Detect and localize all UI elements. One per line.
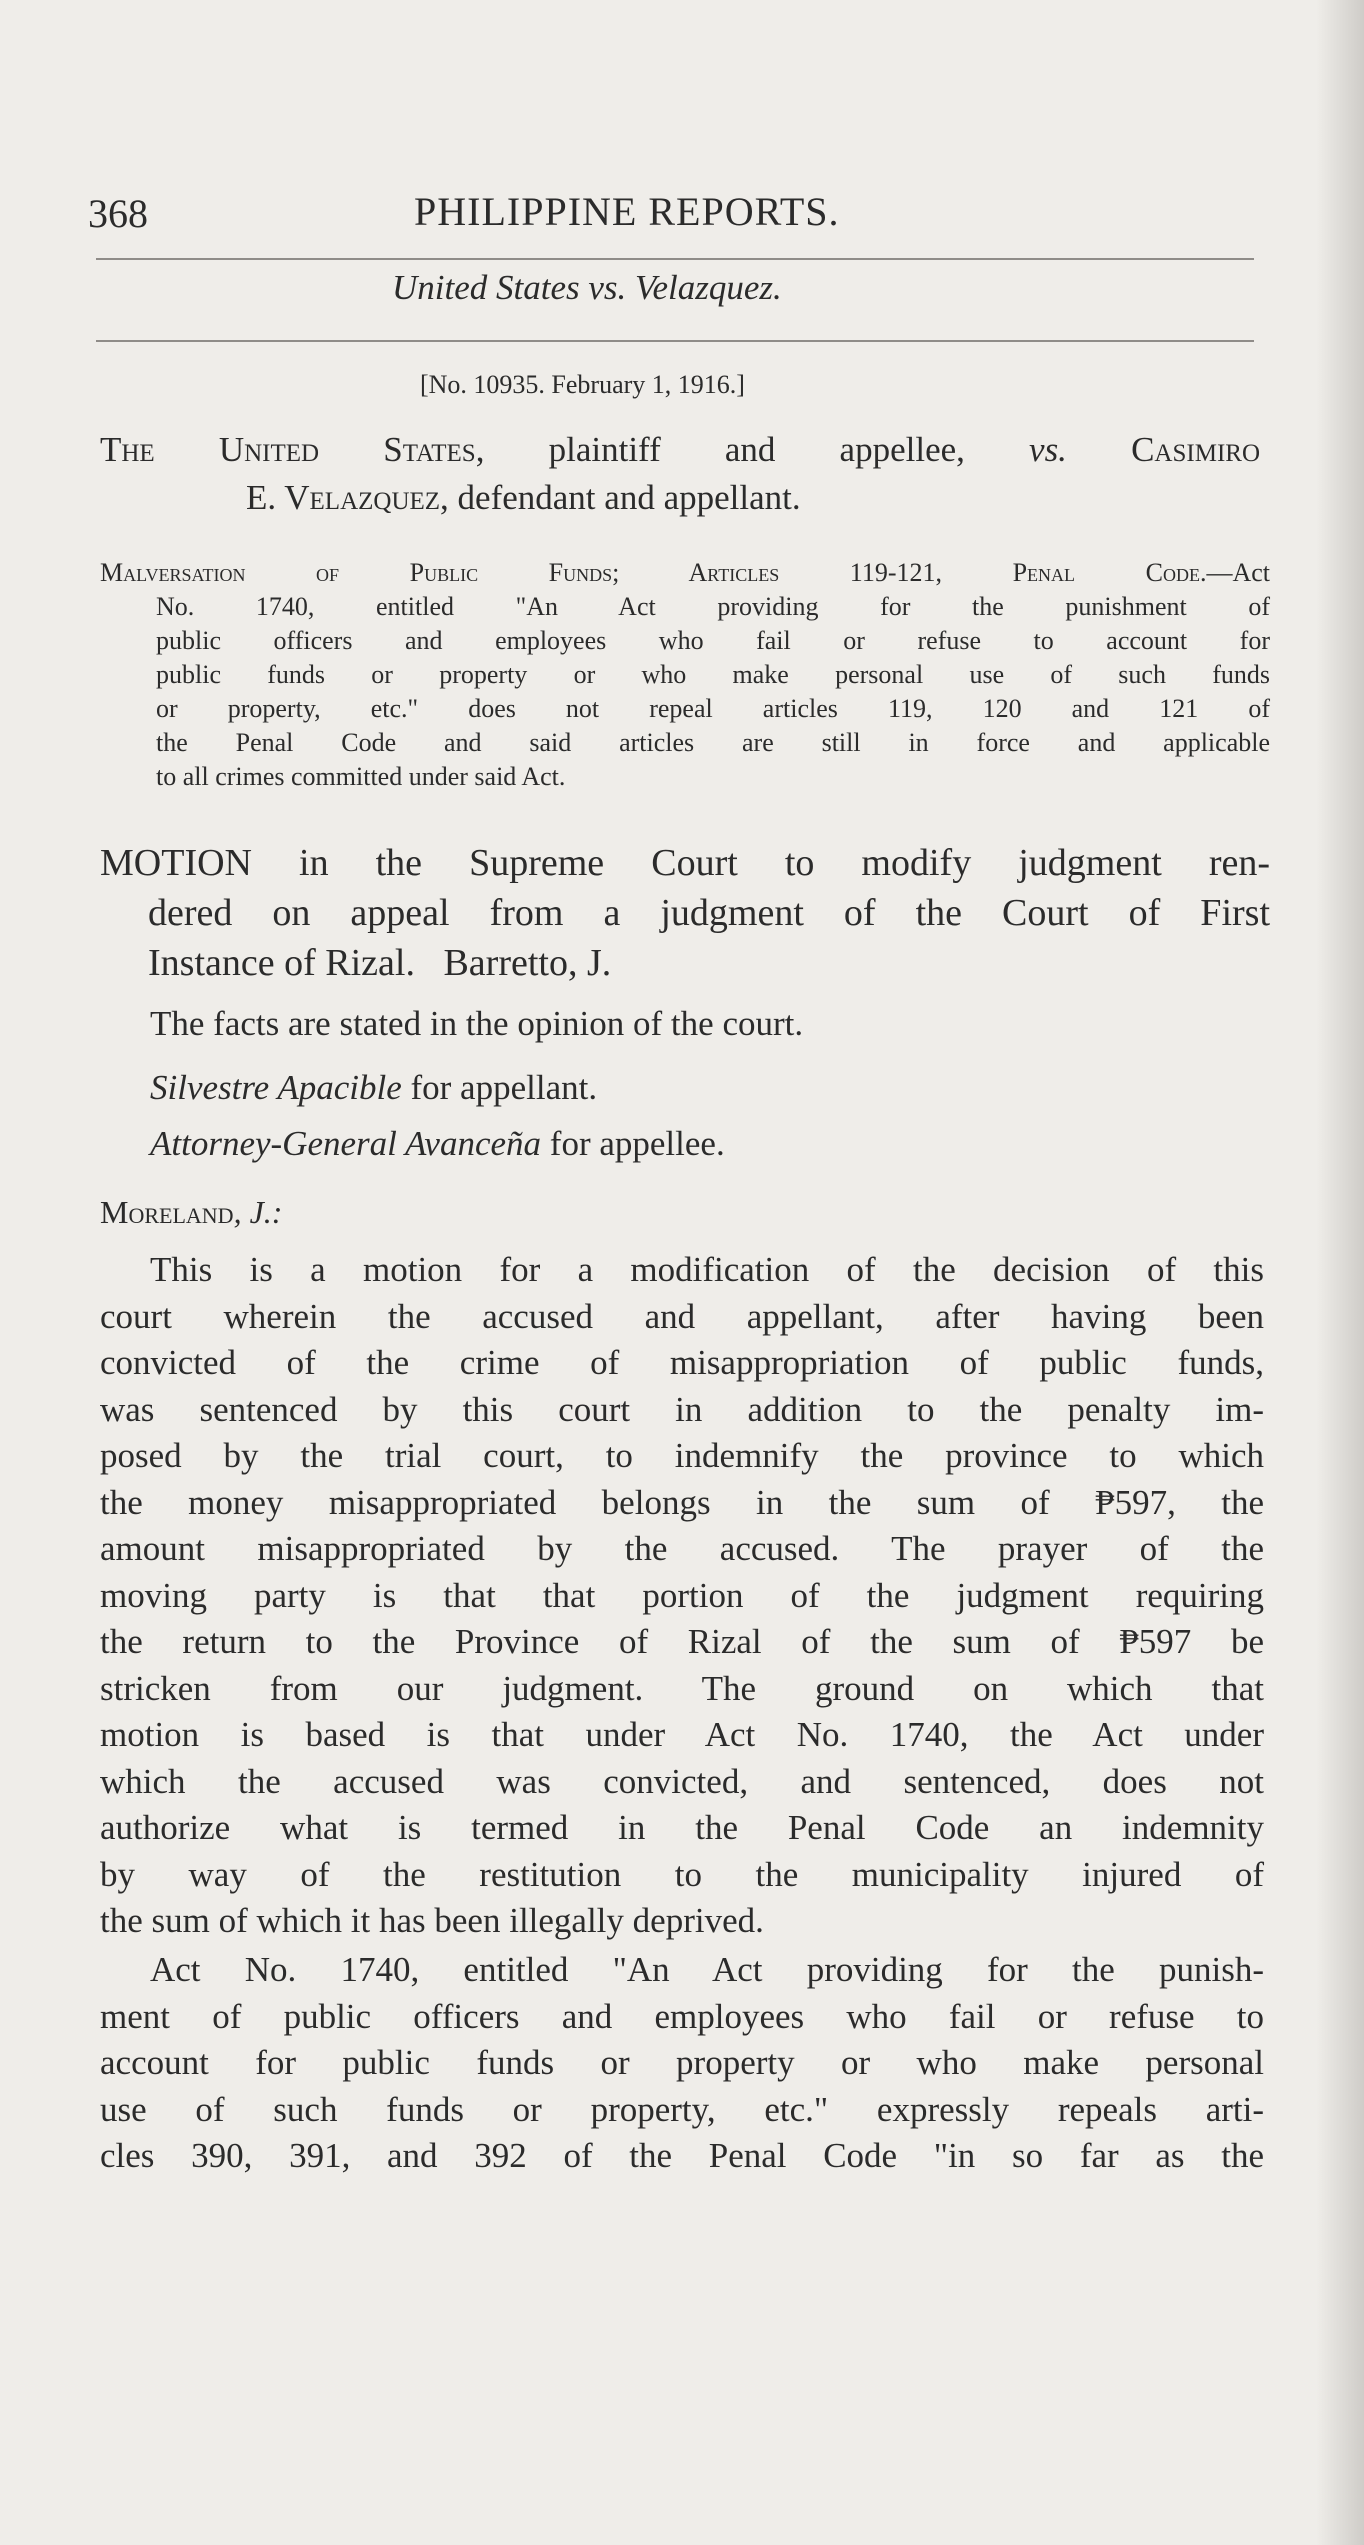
paragraph-line: authorize what is termed in the Penal Code an indemnity [100,1808,1264,1847]
paragraph-line: the money misappropriated belongs in the sum of ₱597, the [100,1482,1264,1522]
syllabus-line: to all crimes committed under said Act. [156,762,566,791]
page-number: 368 [88,191,148,236]
paragraph-line: amount misappropriated by the accused. The prayer of the [100,1529,1264,1568]
syllabus-line: the Penal Code and said articles are still in force and applicable [156,728,1270,757]
motion-line: MOTION in the Supreme Court to modify judgment ren- [100,842,1270,884]
counsel-appellant: Silvestre Apacible for appellant. [150,1068,598,1107]
paragraph-line: stricken from our judgment. The ground on which that [100,1668,1264,1708]
paragraph-line: motion is based is that under Act No. 1740, the Act under [100,1715,1264,1754]
paragraph-line: use of such funds or property, etc." expressly repeals arti- [100,2089,1264,2129]
opinion-paragraph-2 [100,1947,1264,2180]
paragraph-line: was sentenced by this court in addition to the penalty im- [100,1389,1264,1429]
counsel-appellee: Attorney-General Avanceña for appellee. [150,1124,725,1163]
justice-name: Moreland, J.: [100,1194,283,1230]
parties-line-2: E. Velazquez, defendant and appellant. [246,478,801,517]
paragraph-line: ment of public officers and employees who fail or refuse to [100,1996,1264,2036]
header-rule-bottom [96,340,1254,342]
page-edge-shadow [1316,0,1364,2545]
parties-line-1: The United States, plaintiff and appellee, vs. Casimiro [100,430,1260,469]
paragraph-line: cles 390, 391, and 392 of the Penal Code "in so far as the [100,2136,1264,2175]
motion-line: Instance of Rizal. Barretto, J. [148,942,612,984]
paragraph-line: posed by the trial court, to indemnify the province to which [100,1436,1264,1475]
syllabus-line: public officers and employees who fail or refuse to account for [156,626,1270,655]
paragraph-line: Act No. 1740, entitled "An Act providing for the punish- [150,1950,1264,1989]
opinion-paragraph-1 [100,1247,1264,1945]
syllabus-line: public funds or property or who make personal use of such funds [156,660,1270,689]
syllabus-line: or property, etc." does not repeal articles 119, 120 and 121 of [156,694,1270,723]
paragraph-line: the sum of which it has been illegally deprived. [100,1901,764,1940]
header-rule-top [96,258,1254,260]
syllabus-line: No. 1740, entitled "An Act providing for the punishment of [156,592,1270,621]
paragraph-line: by way of the restitution to the municipality injured of [100,1854,1264,1894]
paragraph-line: court wherein the accused and appellant, after having been [100,1296,1264,1336]
case-parties [100,426,1260,522]
docket-line: [No. 10935. February 1, 1916.] [420,370,745,399]
paragraph-line: which the accused was convicted, and sentenced, does not [100,1761,1264,1801]
paragraph-line: This is a motion for a modification of the decision of this [150,1250,1264,1289]
syllabus-line: Malversation of Public Funds; Articles 119-121, Penal Code.—Act [100,558,1270,587]
motion-statement [100,838,1270,988]
motion-line: dered on appeal from a judgment of the Court of First [148,892,1270,934]
running-title: PHILIPPINE REPORTS. [414,189,840,234]
case-short-title: United States vs. Velazquez. [392,268,782,307]
facts-statement: The facts are stated in the opinion of the court. [150,1004,804,1043]
appellant-counsel-name: Silvestre Apacible [150,1068,402,1107]
appellee-counsel-name: Attorney-General Avanceña [150,1124,542,1163]
syllabus-heading: Malversation of Public Funds; Articles 119-121, Penal Code. [100,558,1207,587]
paragraph-line: moving party is that that portion of the judgment requiring [100,1575,1264,1615]
syllabus [100,556,1270,794]
paragraph-line: account for public funds or property or who make personal [100,2043,1264,2082]
paragraph-line: the return to the Province of Rizal of the sum of ₱597 be [100,1622,1264,1661]
paragraph-line: convicted of the crime of misappropriation of public funds, [100,1343,1264,1382]
